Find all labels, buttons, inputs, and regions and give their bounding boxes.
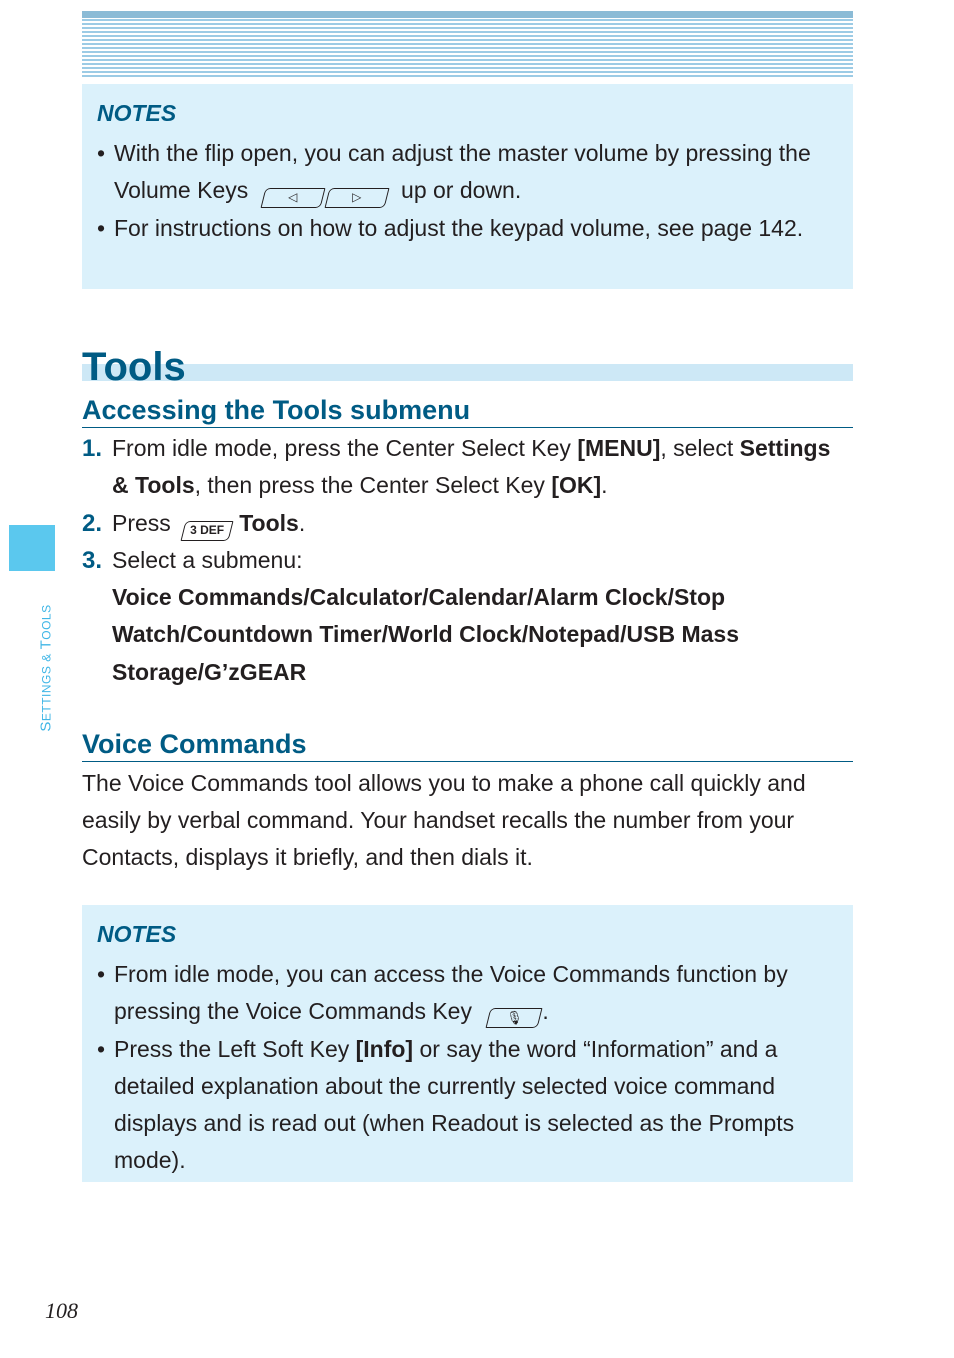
submenu-list: Voice Commands/Calculator/Calendar/Alarm Clock/Stop Watch/Countdown Timer/World Clock/Notepad/USB Mass Storage/G’zGEAR (112, 584, 740, 685)
volume-down-key-icon: ▷ (324, 188, 389, 208)
voice-commands-key-icon: 🎙 (486, 1008, 543, 1028)
key-3-icon: 3 DEF (181, 521, 234, 541)
section-title: Tools (82, 344, 853, 390)
header-stripes (82, 11, 853, 77)
notes-title: NOTES (97, 100, 177, 126)
note-text: up or down. (401, 177, 522, 204)
chapter-label: SETTINGS & TOOLS (37, 604, 55, 732)
step-3: 3. Select a submenu: Voice Commands/Calculator/Calendar/Alarm Clock/Stop Watch/Countdown Timer/World Clock/Notepad/USB Mass Storage/G’zGEAR (82, 542, 853, 691)
note-item: • With the flip open, you can adjust the master volume by pressing the Volume Keys ◁ ▷ up or down. (97, 135, 837, 210)
note-item: • From idle mode, you can access the Voice Commands function by pressing the Voice Commands Key 🎙 . (97, 956, 837, 1031)
notes-box-bottom (82, 905, 853, 1182)
voice-commands-description: The Voice Commands tool allows you to make a phone call quickly and easily by verbal command. Your handset recalls the number from your Contacts, displays it briefly, and then dials it. (82, 770, 806, 870)
subheading-voice-commands: Voice Commands (82, 727, 853, 762)
note-text: For instructions on how to adjust the keypad volume, see page 142. (114, 214, 804, 241)
note-text: With the flip open, you can adjust the master volume by pressing the Volume Keys (114, 140, 811, 204)
notes-title: NOTES (97, 921, 177, 947)
subheading-accessing: Accessing the Tools submenu (82, 393, 853, 428)
volume-up-key-icon: ◁ (260, 188, 325, 208)
note-item: • Press the Left Soft Key [Info] or say the word “Information” and a detailed explanation about the currently selected voice command displays and is read out (when Readout is selected as the Prompts mode). (97, 1035, 795, 1174)
notes-box-top (82, 84, 853, 289)
note-item: • For instructions on how to adjust the keypad volume, see page 142. (97, 214, 804, 241)
steps-list (82, 430, 853, 691)
note-text: From idle mode, you can access the Voice Commands function by pressing the Voice Commands Key (114, 961, 788, 1025)
step-2: 2. Press 3 DEF Tools. (82, 505, 853, 542)
step-1: 1. From idle mode, press the Center Select Key [MENU], select Settings & Tools, then press the Center Select Key [OK]. (82, 435, 831, 499)
chapter-tab (9, 525, 55, 571)
page-number: 108 (45, 1298, 78, 1323)
